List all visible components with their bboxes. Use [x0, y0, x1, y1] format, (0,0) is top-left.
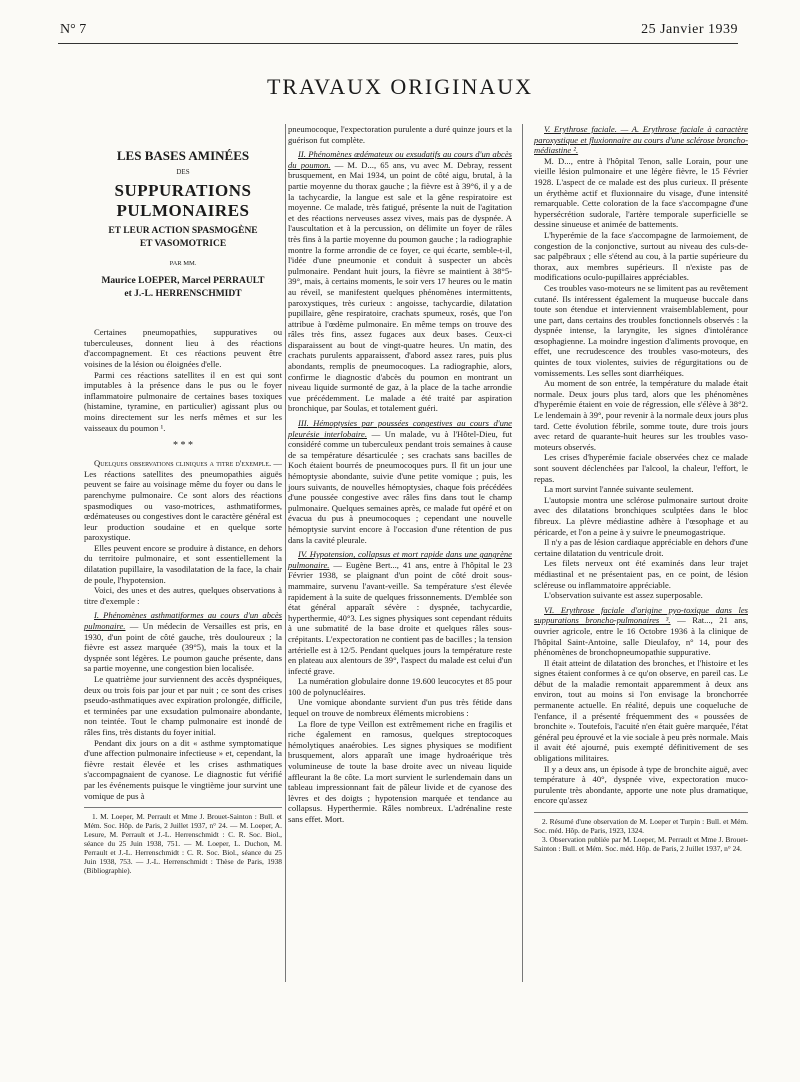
footnote: 1. M. Loeper, M. Perrault et Mme J. Brouet-Sainton : Bull. et Mém. Soc. Hôp. de Paris, 2 Juillet 1937, n° 24. — M. Loeper, A. Lesure, M. Perrault et J.-L. Herrenschmidt : C. R. Soc. Biol., séance du 25 Juin 1938, 751. — M. Loeper, L. Duchon, M. Perrault et J.-L. Herrenschmidt : C. R. Soc. Biol., séance du 25 Juin 1938, 753. — J.-L. Herrenschmidt : Thèse de Paris, 1938 (Bibliographie).	[84, 807, 282, 875]
article-title-des: DES	[176, 168, 190, 176]
footnote: 2. Résumé d'une observation de M. Loeper et Turpin : Bull. et Mém. Soc. méd. Hôp. de Paris, 1923, 1324. 3. Observation publiée par M. Loeper, M. Perrault et Mme J. Brouet-Sainton : Bull. et Mém. Soc. méd. Hôp. de Paris, 2 Juillet 1937, n° 24.	[534, 812, 748, 853]
paragraph	[534, 124, 748, 156]
paragraph: IV. Hypotension, collapsus et mort rapide dans une gangrène pulmonaire. — Eugène Bert..., 41 ans, entre à l'hôpital le 23 Février 1938, se plaignant d'un point de côté droit sous-mammaire, survenu l'avant-veille. Sa température s'est élevée rapidement à la suite de quelques frissonnements. D'emblée son état général apparaît sévère : dyspnée, tachycardie, hyperthermie, 40°3. Les signes physiques sont cependant réduits à une submatité de la base droite et quelques râles sous-crépitants. L'expectoration ne contient pas de bacilles ; la tension artérielle est à 12/5. Pendant quelques jours la température reste en plateau aux alentours de 39°, l'aspect du malade est celui d'un infecté grave.	[288, 549, 512, 676]
paragraph: Voici, des unes et des autres, quelques observations à titre d'exemple :	[84, 585, 282, 606]
article-title-line3: PULMONAIRES	[116, 200, 250, 220]
column-3	[534, 124, 748, 853]
paragraph: Il n'y a pas de lésion cardiaque appréciable en dehors d'une certaine dilatation du ventricule droit.	[534, 537, 748, 558]
article-subtitle-line2: ET VASOMOTRICE	[139, 238, 227, 249]
paragraph: Certaines pneumopathies, suppuratives ou tuberculeuses, donnent lieu à des réactions d'accompagnement. Et ces réactions peuvent être voisines de la lésion ou éloignées d'elle.	[84, 327, 282, 369]
case-heading: VI. Erythrose faciale d'origine pyo-toxique dans les suppurations broncho-pulmonaires ³.	[534, 604, 748, 626]
paragraph: I. Phénomènes asthmatiformes au cours d'un abcès pulmonaire. — Un médecin de Versailles est pris, en 1930, d'un point de côté gauche, très douloureux ; la fièvre est assez marquée (39°5), mais la toux et la dyspnée sont légères. Le poumon gauche présente, dans sa partie moyenne, une congestion bien localisée.	[84, 610, 282, 674]
section-title: TRAVAUX ORIGINAUX	[266, 74, 534, 99]
paragraph: Au moment de son entrée, la température du malade était normale. Deux jours plus tard, alors que les phénomènes d'hyperémie étaient en voie de régression, elle s'élève à 38°2. Le lendemain à 39°, pour revenir à la normale deux jours plus tard. Cette évolution fébrile, somme toute, dure trois jours avec retard de quarante-huit heures sur les troubles vaso-moteurs observés.	[534, 378, 748, 452]
header-rule	[58, 43, 738, 44]
paragraph: Il y a deux ans, un épisode à type de bronchite aiguë, avec température à 40°, dyspnée vive, expectoration muco-purulente très abondante, apporte une note plus dramatique, encore qu'assez	[534, 763, 748, 806]
paragraph: VI. Erythrose faciale d'origine pyo-toxique dans les suppurations broncho-pulmonaires ³. — Rat..., 21 ans, ouvrier agricole, entre le 16 Octobre 1936 à la clinique de l'hôpital Saint-Antoine, salle Dieulafoy, n° 14, pour des phénomènes de bronchopneumopathie suppurative.	[534, 604, 749, 658]
paragraph: La numération globulaire donne 19.600 leucocytes et 85 pour 100 de polynucléaires.	[288, 676, 512, 697]
column-divider	[522, 124, 523, 982]
paragraph: La flore de type Veillon est extrêmement riche en fragilis et riche également en ramosus, quelques streptocoques hémolytiques anaérobies. Les signes physiques se modifient brusquement, alors apparaît une image hydroaérique très volumineuse de toute la base droite avec un niveau liquide affleurant la 8e côte. La mort survient le surlendemain dans un tableau impressionnant fait de pâleur livide et de cyanose des lèvres et des doigts ; hypotension marquée et tendance au collapsus. Hyperthermie. Râles nombreux. L'adrénaline reste sans effet. Mort.	[288, 718, 512, 824]
case-heading: IV. Hypotension, collapsus et mort rapide dans une gangrène pulmonaire.	[288, 549, 512, 570]
paragraph: Ces troubles vaso-moteurs ne se limitent pas au revêtement cutané. Ils intéressent également la muqueuse buccale dans toute son étendue et interviennent vraisemblablement, pour une part, dans certains des troubles fonctionnels observés : la dyspnée intense, la laryngite, les signes d'intolérance œsophagienne. La moindre ingestion d'aliments provoque, en effet, une recrudescence des troubles vaso-moteurs, des quintes de toux violentes, suivies de régurgitations ou de vomissements. Les selles sont diarrhéiques.	[534, 282, 748, 378]
paragraph: L'observation suivante est assez superposable.	[544, 590, 703, 601]
column-1	[84, 124, 282, 875]
subsection-heading: Quelques observations cliniques a titre d'exemple.	[94, 458, 272, 469]
case-heading: I. Phénomènes asthmatiformes au cours d'un abcès pulmonaire.	[84, 610, 282, 632]
paragraph: Elles peuvent encore se produire à distance, en dehors du territoire pulmonaire, et sont essentiellement la dilatation pupillaire, la vasodilatation de la face, la chair de poule, l'hypotension.	[84, 542, 282, 585]
paragraph: Le quatrième jour surviennent des accès dyspnéiques, deux ou trois fois par jour et par nuit ; ce sont des crises pseudo-asthmatiques avec expiration prolongée, difficile, et terminées par une exsudation pulmonaire abondante, non teintée. Tout le champ pulmonaire est inondé de râles fins, très distants du foyer initial.	[84, 674, 282, 737]
paragraph: L'hyperémie de la face s'accompagne de larmoiement, de congestion de la conjonctive, surtout au niveau des culs-de-sac palpébraux ; elle s'étend au cou, à la partie supérieure du thorax, aux membres supérieurs. Il n'existe pas de modifications oculo-pupillaires appréciables.	[534, 229, 748, 283]
paragraph: Parmi ces réactions satellites il en est qui sont imputables à la présence dans le pus ou le foyer inflammatoire pulmonaire de certaines bases toxiques (histamine, tyramine, en particulier) agissant plus ou moins directement sur les nerfs mêmes et sur les vaisseaux du poumon ¹.	[84, 369, 282, 433]
issue-date: 25 Janvier 1939	[641, 22, 738, 37]
paragraph: M. D..., entre à l'hôpital Tenon, salle Lorain, pour une vieille lésion pulmonaire et une légère fièvre, le 15 Février 1928. L'aspect de ce malade est des plus curieux. Il présente un érythème actif et fluxionnaire du visage, d'une intensité remarquable. Cette coloration de la face s'accompagne d'une hypersécrétion sudorale, l'artère temporale superficielle se dessine sinueuse et animée de battements.	[534, 155, 748, 230]
paragraph: Il était atteint de dilatation des bronches, et l'histoire et les signes étaient conformes à ce qu'on observe, en pareil cas. Le début de la maladie remontait apparemment à deux ans environ, tout au moins si l'on envisage la bronchorrée permanente actuelle. En réalité, depuis une coqueluche de l'enfance, il a présenté fréquemment des « poussées de bronchite ». Toutefois, l'acuité n'en était guère marquée, l'état général peu éprouvé et la vie sociale à peu près normale. Mais il avait été ajourné, puis exempté définitivement de ses obligations militaires.	[534, 657, 748, 764]
paragraph: II. Phénomènes œdémateux ou exsudatifs au cours d'un abcès du poumon. — M. D..., 65 ans, vu avec M. Debray, ressent brusquement, en Mai 1934, un point de côté aigu, brutal, à la partie moyenne du thorax gauche ; la fièvre est à 39°6, il y a de la tachycardie, la langue est sale et la gêne respiratoire est moyenne. Ce malade, très fatigué, présente la nuit de l'agitation et des réactions nerveuses assez vives, mais pas de dyspnée. A l'auscultation et à la percussion, on délimite un foyer de râles très fins à la partie moyenne du poumon gauche ; la radiographie montre la forme arrondie de ce foyer, ce qui écarte, semble-t-il, l'idée d'une pneumonie et conduit à suspecter un abcès pulmonaire. Pendant huit jours, la fièvre se maintient à 38°5-39°, mais, à certains moments, le soir vers 17 heures ou le matin au réveil, se manifestent quelques phénomènes intermittents, paroxystiques, très curieux : angoisse, tachycardie, dilatation pupillaire, gêne respiratoire, crachats spumeux, rosés, que l'on attribue à l'œdème pulmonaire. En même temps on trouve des râles très fins, assez fugaces aux deux bases. Ceux-ci disparaissent au bout de vingt-quatre heures. Un matin, des crachats purulents apparaissent, d'abord assez rares, puis plus abondants, remplis de pneumocoques. La radiographie, alors, confirme le diagnostic d'abcès du poumon en montrant un niveau liquide surmonté de gaz, à la place de la tache arrondie vue précédemment. Le malade a été traité par aspiration bronchique, par Soulas, et totalement guéri.	[288, 149, 512, 414]
paragraph: III. Hémoptysies par poussées congestives au cours d'une pleurésie interlobaire. — Un malade, vu à l'Hôtel-Dieu, fut considéré comme un tuberculeux pendant trois semaines à cause de sa température désarticulée ; ses crachats sans bacilles de Koch étaient bourrés de pneumocoques purs. Il fit un jour une hémoptysie abondante, suivie d'une petite vomique ; puis, les jours suivants, de nouvelles hémoptysies, chaque fois précédées d'une poussée congestive avec râles fins dans tout le champ pulmonaire. Quelques semaines après, ce malade fut opéré et on évacua du pus à pneumocoques ; cependant une nouvelle hémoptysie survint encore à l'occasion d'une rétention de pus dans la cavité pleurale.	[288, 418, 512, 545]
section-separator: * * *	[173, 440, 193, 452]
paragraph: Une vomique abondante survient d'un pus très fétide dans lequel on trouve de nombreux éléments microbiens :	[288, 697, 512, 719]
case-heading: V. Erythrose faciale. — A. Erythrose faciale à caractère paroxystique et fluxionnaire au cours d'une sclérose broncho-médiastine ².	[534, 124, 748, 156]
column-divider	[285, 124, 286, 982]
paragraph: pneumocoque, l'expectoration purulente a duré quinze jours et la guérison fut complète.	[288, 124, 512, 145]
paragraph: La mort survint l'année suivante seulement.	[544, 484, 694, 495]
paragraph: Les crises d'hyperémie faciale observées chez ce malade sont souvent déclenchées par l'alcool, la chaleur, l'effort, le repas.	[534, 452, 748, 484]
paragraph: Quelques observations cliniques a titre d'exemple. — Les réactions satellites des pneumopathies aiguës peuvent se faire au voisinage même du foyer ou dans le parenchyme pulmonaire. Ce sont alors des réactions spasmodiques ou vaso-motrices, asthmatiformes, œdémateuses ou congestives dont le caractère général est leur production soudaine et en quelque sorte paroxystique.	[84, 458, 283, 543]
running-header	[60, 22, 738, 42]
authors-line2: et J.-L. HERRENSCHMIDT	[124, 289, 242, 300]
case-heading: II. Phénomènes œdémateux ou exsudatifs au cours d'un abcès du poumon.	[288, 149, 512, 170]
byline-par: PAR MM.	[169, 259, 197, 267]
paragraph: Les filets nerveux ont été examinés dans leur trajet médiastinal et ne présentaient pas, en ce point, de lésion scléreuse ou inflammatoire appréciable.	[534, 558, 748, 590]
paragraph: Pendant dix jours on a dit « asthme symptomatique d'une affection pulmonaire infectieuse » et, cependant, la fièvre restait élevée et les crises asthmatiques s'accompagnaient de cyanose. Le diagnostic fut vérifié par les événements puisque le vingtième jour survint une vomique de pus à	[84, 737, 282, 801]
column-2	[288, 124, 512, 825]
article-title-line1: LES BASES AMINÉES	[116, 148, 250, 163]
article-subtitle-line1: ET LEUR ACTION SPASMOGÈNE	[108, 225, 258, 236]
paragraph: L'autopsie montra une sclérose pulmonaire surtout droite avec des dilatations bronchiques sculptées dans le bloc fibreux. La plèvre médiastine adhère à l'œsophage et au péricarde, et l'on a peine à y suivre le pneumogastrique.	[534, 494, 748, 537]
article-title-line2: SUPPURATIONS	[114, 180, 252, 200]
authors-line1: Maurice LOEPER, Marcel PERRAULT	[101, 276, 265, 287]
case-heading: III. Hémoptysies par poussées congestives au cours d'une pleurésie interlobaire.	[288, 418, 512, 439]
issue-number: N° 7	[60, 22, 87, 37]
